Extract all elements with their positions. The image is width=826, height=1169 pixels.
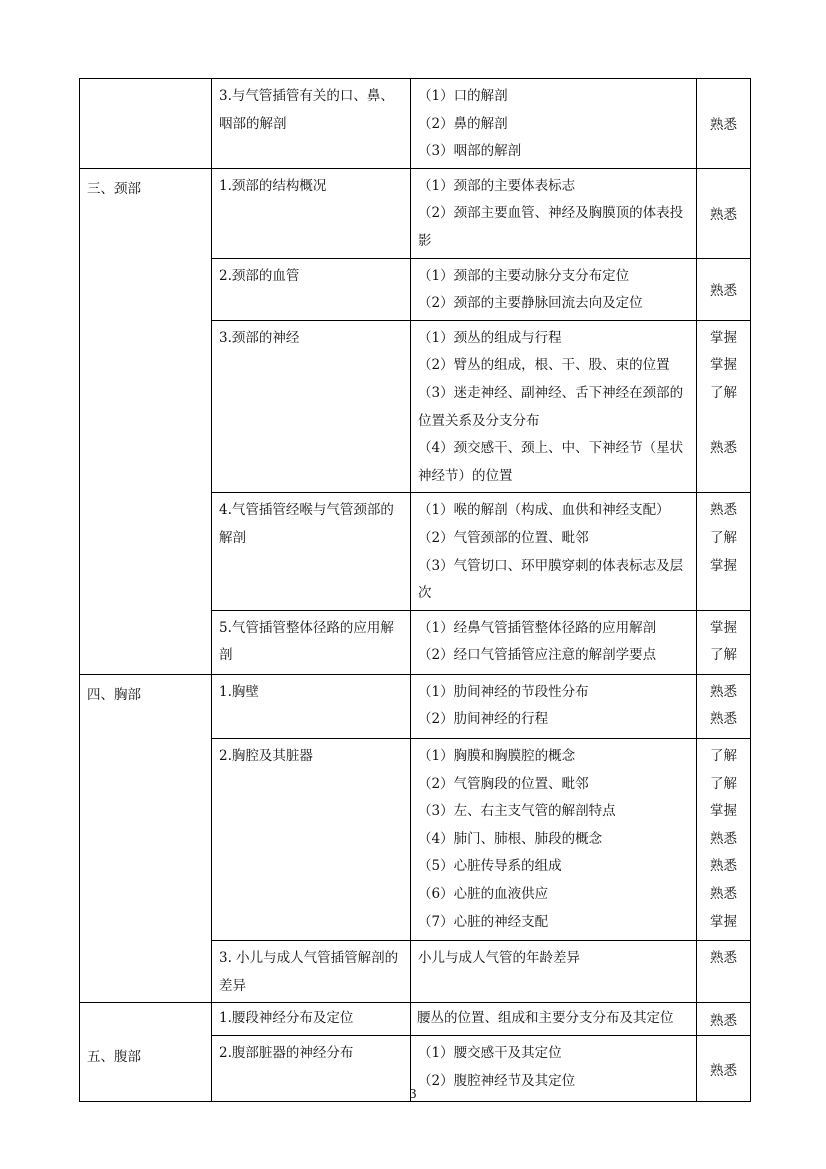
level-cell: 熟悉 xyxy=(697,941,751,1003)
items-cell: （1）颈丛的组成与行程 （2）臂丛的组成，根、干、股、束的位置 （3）迷走神经、副神经、舌下神经在颈部的位置关系及分支分布 （4）颈交感干、颈上、中、下神经节（星状神经节）的位置 xyxy=(411,320,697,493)
section-cell: 三、颈部 xyxy=(80,168,212,674)
level-cell: 熟悉 xyxy=(697,79,751,169)
table-row xyxy=(80,168,751,258)
level-cell: 掌握 掌握 了解 熟悉 xyxy=(697,320,751,493)
topic-cell: 1.胸壁 xyxy=(212,674,411,738)
level-cell: 熟悉 熟悉 xyxy=(697,674,751,738)
level-cell: 掌握 了解 xyxy=(697,610,751,674)
topic-cell: 2.颈部的血管 xyxy=(212,258,411,320)
topic-cell: 3.颈部的神经 xyxy=(212,320,411,493)
topic-cell: 1.颈部的结构概况 xyxy=(212,168,411,258)
topic-cell: 3.与气管插管有关的口、鼻、咽部的解剖 xyxy=(212,79,411,169)
topic-cell: 1.腰段神经分布及定位 xyxy=(212,1003,411,1036)
level-cell: 熟悉 xyxy=(697,258,751,320)
syllabus-table xyxy=(79,78,751,1102)
topic-cell: 5.气管插管整体径路的应用解剖 xyxy=(212,610,411,674)
level-cell: 熟悉 xyxy=(697,168,751,258)
items-cell: （1）喉的解剖（构成、血供和神经支配） （2）气管颈部的位置、毗邻 （3）气管切口、环甲膜穿刺的体表标志及层次 xyxy=(411,493,697,610)
level-cell: 熟悉 xyxy=(697,1003,751,1036)
items-cell: 腰丛的位置、组成和主要分支分布及其定位 xyxy=(411,1003,697,1036)
items-cell: （1）口的解剖 （2）鼻的解剖 （3）咽部的解剖 xyxy=(411,79,697,169)
page-number: 3 xyxy=(409,1087,417,1101)
topic-cell: 2.腹部脏器的神经分布 xyxy=(212,1036,411,1102)
topic-cell: 4.气管插管经喉与气管颈部的解剖 xyxy=(212,493,411,610)
items-cell: （1）颈部的主要体表标志 （2）颈部主要血管、神经及胸膜顶的体表投影 xyxy=(411,168,697,258)
items-cell: 小儿与成人气管的年龄差异 xyxy=(411,941,697,1003)
level-cell: 熟悉 了解 掌握 xyxy=(697,493,751,610)
items-cell: （1）颈部的主要动脉分支分布定位 （2）颈部的主要静脉回流去向及定位 xyxy=(411,258,697,320)
items-cell: （1）经鼻气管插管整体径路的应用解剖 （2）经口气管插管应注意的解剖学要点 xyxy=(411,610,697,674)
items-cell: （1）腰交感干及其定位 （2）腹腔神经节及其定位 xyxy=(411,1036,697,1102)
topic-cell: 3. 小儿与成人气管插管解剖的差异 xyxy=(212,941,411,1003)
table-row xyxy=(80,1003,751,1036)
table-row xyxy=(80,674,751,738)
items-cell: （1）胸膜和胸膜腔的概念 （2）气管胸段的位置、毗邻 （3）左、右主支气管的解剖特点 （4）肺门、肺根、肺段的概念 （5）心脏传导系的组成 （6）心脏的血液供应 （7）心脏的神经支配 xyxy=(411,739,697,941)
level-cell: 了解 了解 掌握 熟悉 熟悉 熟悉 掌握 xyxy=(697,739,751,941)
section-cell: 四、胸部 xyxy=(80,674,212,1003)
level-cell: 熟悉 xyxy=(697,1036,751,1102)
items-cell: （1）肋间神经的节段性分布 （2）肋间神经的行程 xyxy=(411,674,697,738)
table-row xyxy=(80,79,751,169)
section-cell xyxy=(80,79,212,169)
topic-cell: 2.胸腔及其脏器 xyxy=(212,739,411,941)
section-cell: 五、腹部 xyxy=(80,1003,212,1102)
